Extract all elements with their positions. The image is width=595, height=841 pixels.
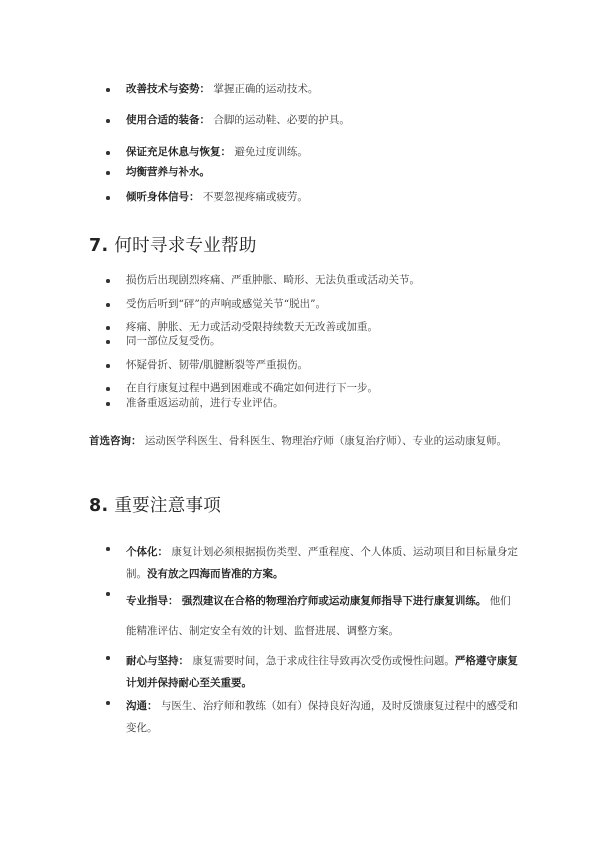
- list-item: 均衡营养与补水。: [108, 165, 518, 180]
- list-item: 使用合适的装备： 合脚的运动鞋、必要的护具。: [108, 113, 518, 128]
- list-item: 准备重返运动前，进行专业评估。: [108, 396, 518, 411]
- list-item: 疼痛、肿胀、无力或活动受限持续数天无改善或加重。: [108, 320, 518, 335]
- list-item: 倾听身体信号： 不要忽视疼痛或疲劳。: [108, 190, 518, 205]
- list-item: 损伤后出现剧烈疼痛、严重肿胀、畸形、无法负重或活动关节。: [108, 273, 518, 288]
- list-item: 保证充足休息与恢复： 避免过度训练。: [108, 145, 518, 160]
- consult-paragraph: 首选咨询： 运动医学科医生、骨科医生、物理治疗师（康复治疗师）、专业的运动康复师。: [89, 435, 508, 447]
- list-item: 改善技术与姿势： 掌握正确的运动技术。: [108, 82, 518, 97]
- list-item: 怀疑骨折、韧带/肌腱断裂等严重损伤。: [108, 358, 518, 373]
- list-item: 同一部位反复受伤。: [108, 334, 518, 349]
- section-7-heading: 7. 何时寻求专业帮助: [89, 236, 257, 256]
- section-8-heading: 8. 重要注意事项: [89, 496, 222, 516]
- list-item: 个体化： 康复计划必须根据损伤类型、严重程度、个人体质、运动项目和目标量身定制。没有放之四海而皆准的方案。: [108, 541, 518, 585]
- list-item: 在自行康复过程中遇到困难或不确定如何进行下一步。: [108, 381, 518, 396]
- list-item: 专业指导： 强烈建议在合格的物理治疗师或运动康复师指导下进行康复训练。 他们能精准评估、制定安全有效的计划、监督进展、调整方案。: [108, 586, 518, 646]
- list-item: 耐心与坚持： 康复需要时间，急于求成往往导致再次受伤或慢性问题。严格遵守康复计划并保持耐心至关重要。: [108, 650, 518, 694]
- list-item: 受伤后听到“砰”的声响或感觉关节“脱出”。: [108, 297, 518, 312]
- list-item: 沟通： 与医生、治疗师和教练（如有）保持良好沟通，及时反馈康复过程中的感受和变化。: [108, 695, 518, 739]
